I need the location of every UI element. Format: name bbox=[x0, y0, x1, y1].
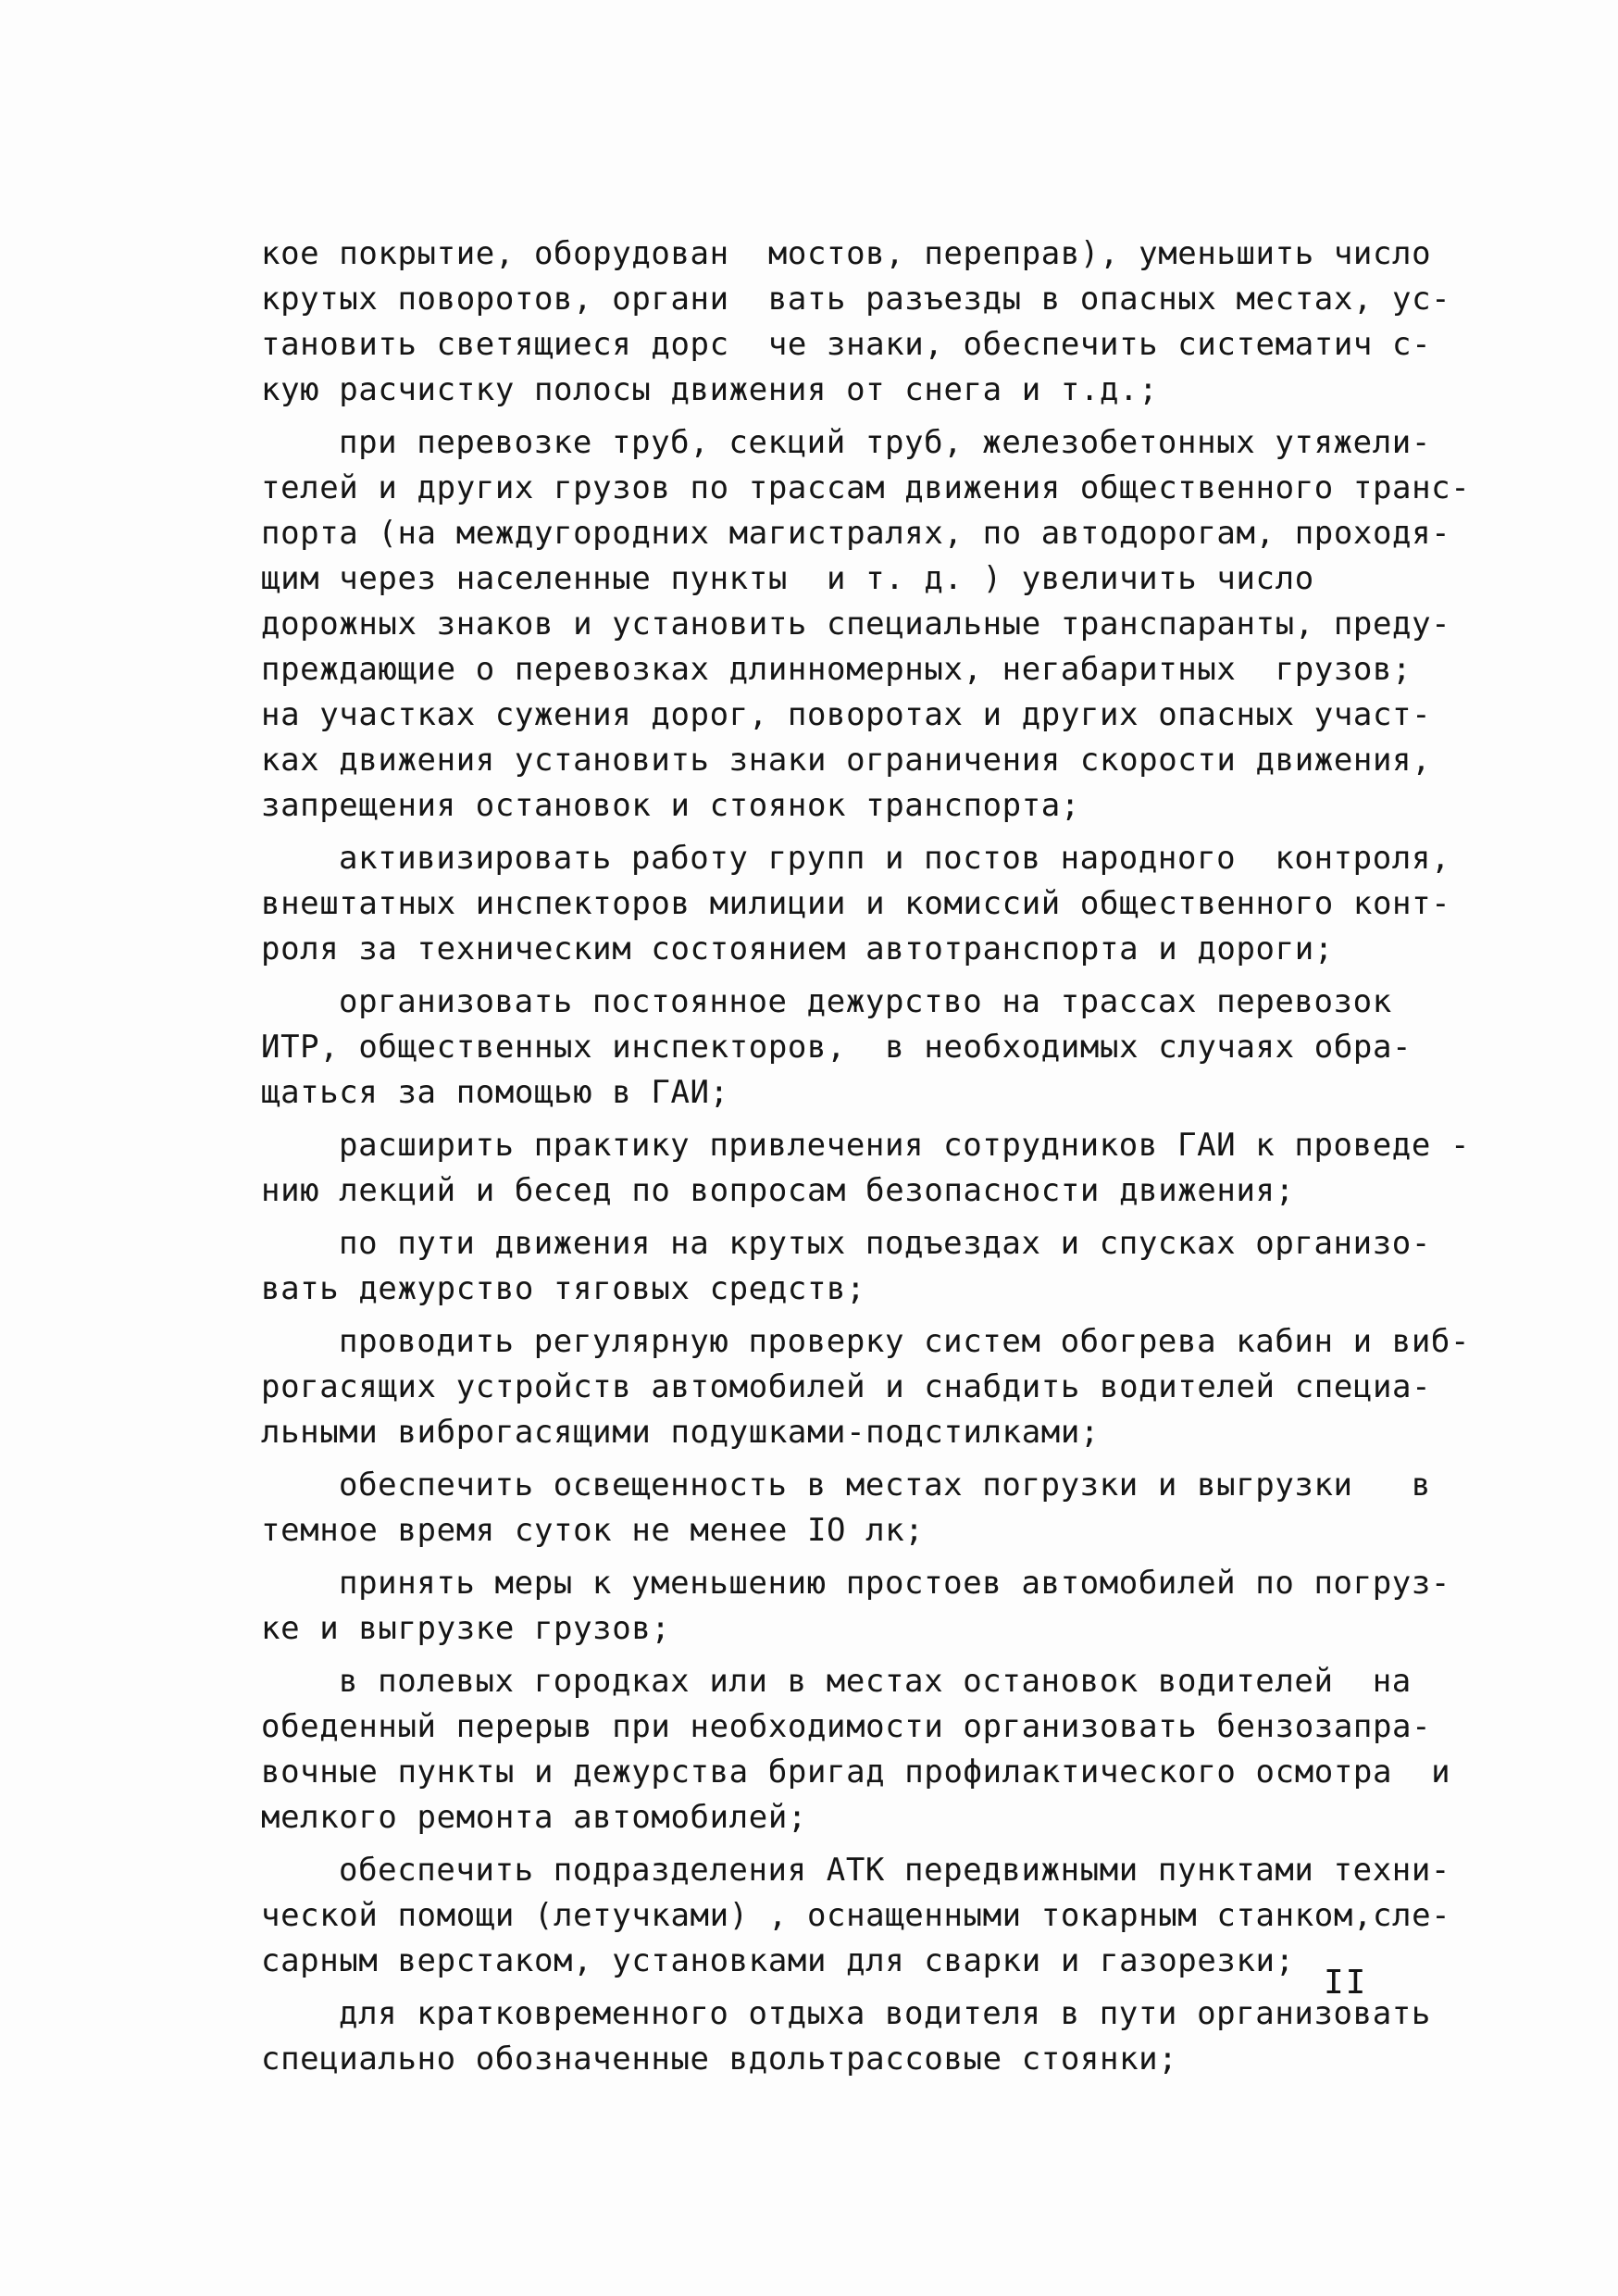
text-line: ческой помощи (летучками) , оснащенными токарным станком,сле- bbox=[261, 1897, 1451, 1934]
text-line: мелкого ремонта автомобилей; bbox=[261, 1799, 807, 1836]
body-text bbox=[261, 231, 1471, 2082]
text-line: дорожных знаков и установить специальные транспаранты, преду- bbox=[261, 605, 1451, 643]
text-line: нию лекций и бесед по вопросам безопасности движения; bbox=[261, 1172, 1295, 1209]
paragraph-start: организовать постоянное дежурство на трассах перевозок bbox=[339, 983, 1392, 1020]
text-line: ИТР, общественных инспекторов, в необходимых случаях обра- bbox=[261, 1029, 1413, 1066]
text-line: крутых поворотов, органи вать разъезды в опасных местах, ус- bbox=[261, 281, 1451, 318]
paragraph-start: обеспечить подразделения АТК передвижными пунктами техни- bbox=[339, 1852, 1450, 1889]
text-line: ке и выгрузке грузов; bbox=[261, 1610, 671, 1647]
text-line: вать дежурство тяговых средств; bbox=[261, 1270, 866, 1307]
paragraph-start: по пути движения на крутых подъездах и спусках организо- bbox=[339, 1225, 1431, 1262]
text-line: сарным верстаком, установками для сварки и газорезки; bbox=[261, 1942, 1295, 1979]
paragraph-start: проводить регулярную проверку систем обогрева кабин и виб- bbox=[339, 1323, 1471, 1360]
paragraph-start: активизировать работу групп и постов народного контроля, bbox=[339, 840, 1450, 877]
text-line: специально обозначенные вдольтрассовые стоянки; bbox=[261, 2040, 1178, 2078]
text-line: роля за техническим состоянием автотранспорта и дороги; bbox=[261, 930, 1334, 967]
text-line: на участках сужения дорог, поворотах и других опасных участ- bbox=[261, 696, 1432, 733]
page-number: II bbox=[1324, 1964, 1368, 2002]
text-line: внештатных инспекторов милиции и комиссий общественного конт- bbox=[261, 885, 1451, 922]
text-line: кое покрытие, оборудован мостов, переправ), уменьшить число bbox=[261, 235, 1432, 272]
paragraph-start: расширить практику привлечения сотрудников ГАИ к проведе - bbox=[339, 1127, 1471, 1164]
text-line: тановить светящиеся дорс че знаки, обеспечить систематич с- bbox=[261, 326, 1432, 363]
paragraph-start: для кратковременного отдыха водителя в пути организовать bbox=[339, 1995, 1431, 2032]
text-line: телей и других грузов по трассам движения общественного транс- bbox=[261, 469, 1471, 506]
text-line: щаться за помощью в ГАИ; bbox=[261, 1074, 729, 1111]
text-line: порта (на междугородних магистралях, по автодорогам, проходя- bbox=[261, 515, 1451, 552]
text-line: рогасящих устройств автомобилей и снабдить водителей специа- bbox=[261, 1368, 1432, 1405]
paragraph-start: в полевых городках или в местах остановок водителей на bbox=[339, 1663, 1412, 1700]
text-line: запрещения остановок и стоянок транспорта; bbox=[261, 787, 1080, 824]
text-line: темное время суток не менее IO лк; bbox=[261, 1512, 925, 1549]
text-line: вочные пункты и дежурства бригад профилактического осмотра и bbox=[261, 1753, 1451, 1791]
paragraph-start: при перевозке труб, секций труб, железобетонных утяжели- bbox=[339, 424, 1431, 461]
text-line: щим через населенные пункты и т. д. ) увеличить число bbox=[261, 560, 1314, 597]
text-line: обеденный перерыв при необходимости организовать бензозапра- bbox=[261, 1708, 1432, 1745]
text-line: ках движения установить знаки ограничения скорости движения, bbox=[261, 742, 1432, 779]
paragraph-start: обеспечить освещенность в местах погрузки и выгрузки в bbox=[339, 1466, 1431, 1504]
text-line: льными виброгасящими подушками-подстилками; bbox=[261, 1414, 1100, 1451]
paragraph-start: принять меры к уменьшению простоев автомобилей по погруз- bbox=[339, 1565, 1450, 1602]
text-line: преждающие о перевозках длинномерных, негабаритных грузов; bbox=[261, 651, 1413, 688]
text-line: кую расчистку полосы движения от снега и т.д.; bbox=[261, 371, 1159, 408]
